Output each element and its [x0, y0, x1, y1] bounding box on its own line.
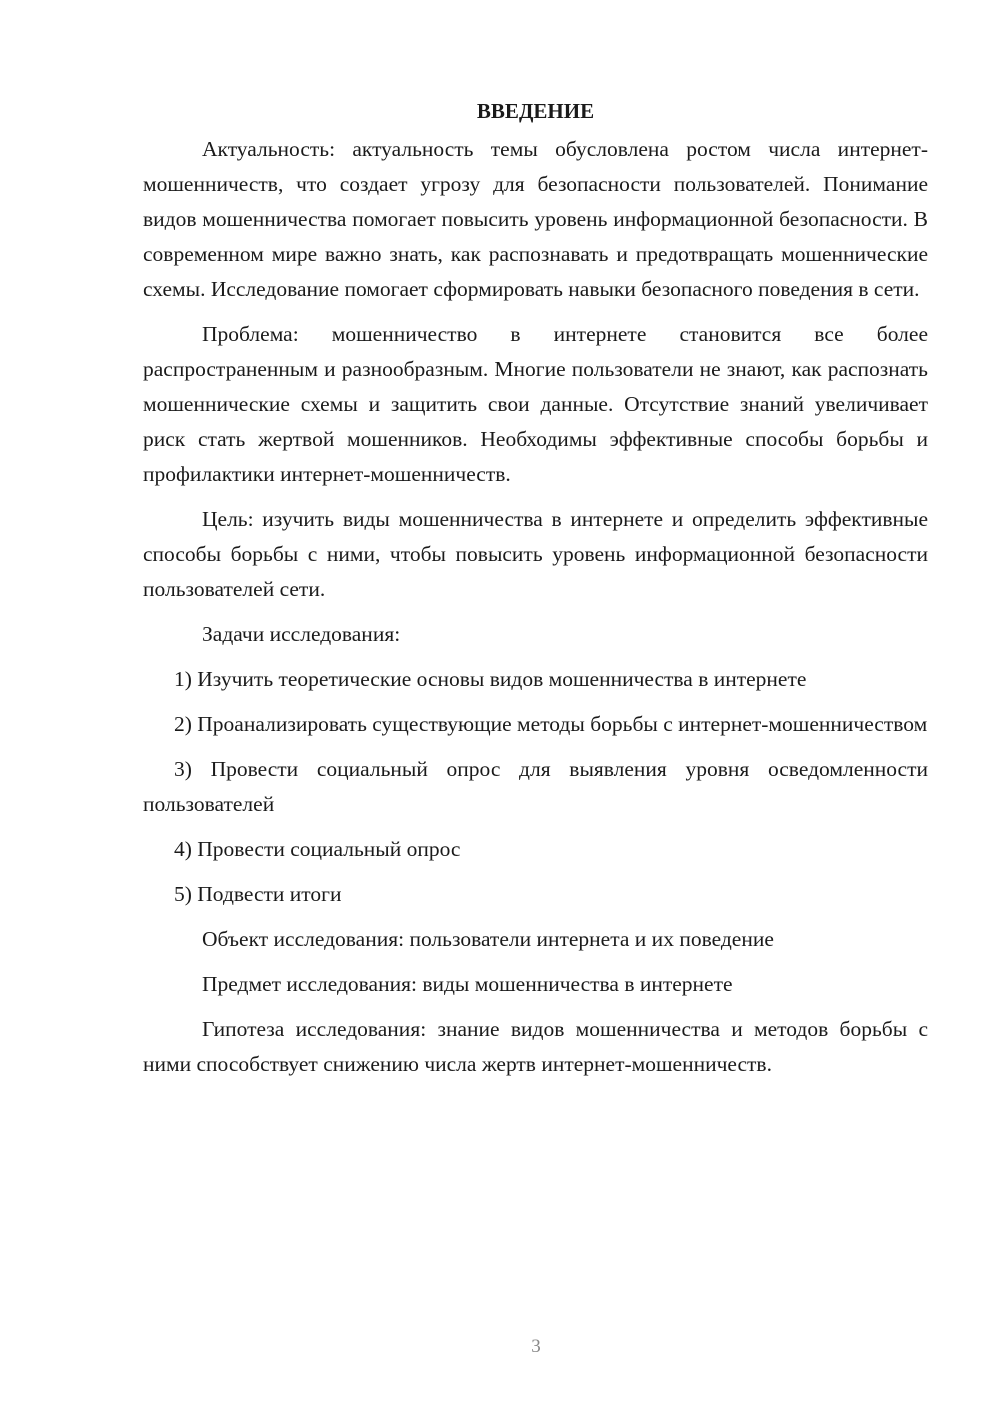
page-number: 3 [531, 1336, 541, 1357]
hypothesis-paragraph: Гипотеза исследования: знание видов мошенничества и методов борьбы с ними способствует снижению числа жертв интернет-мошенничеств. [143, 1017, 928, 1076]
task-item-1: 1) Изучить теоретические основы видов мошенничества в интернете [174, 667, 807, 691]
object-paragraph: Объект исследования: пользователи интернета и их поведение [202, 927, 774, 951]
document-page [143, 98, 928, 1092]
task-item-4: 4) Провести социальный опрос [174, 837, 461, 861]
task-item-2: 2) Проанализировать существующие методы борьбы с интернет-мошенничеством [174, 712, 928, 736]
tasks-heading: Задачи исследования: [202, 622, 401, 646]
relevance-paragraph: Актуальность: актуальность темы обусловлена ростом числа интернет-мошенничеств, что создает угрозу для безопасности пользователей. Понимание видов мошенничества помогает повысить уровень информационной безопасности. В современном мире важно знать, как распознавать и предотвращать мошеннические схемы. Исследование помогает сформировать навыки безопасного поведения в сети. [143, 137, 928, 301]
task-item-3: 3) Провести социальный опрос для выявления уровня осведомленности пользователей [143, 757, 928, 816]
subject-paragraph: Предмет исследования: виды мошенничества в интернете [202, 972, 733, 996]
goal-paragraph: Цель: изучить виды мошенничества в интернете и определить эффективные способы борьбы с ними, чтобы повысить уровень информационной безопасности пользователей сети. [143, 507, 928, 601]
task-item-5: 5) Подвести итоги [174, 882, 342, 906]
section-title: ВВЕДЕНИЕ [476, 99, 595, 123]
problem-paragraph: Проблема: мошенничество в интернете становится все более распространенным и разнообразным. Многие пользователи не знают, как распознать мошеннические схемы и защитить свои данные. Отсутствие знаний увеличивает риск стать жертвой мошенников. Необходимы эффективные способы борьбы и профилактики интернет-мошенничеств. [143, 322, 928, 486]
